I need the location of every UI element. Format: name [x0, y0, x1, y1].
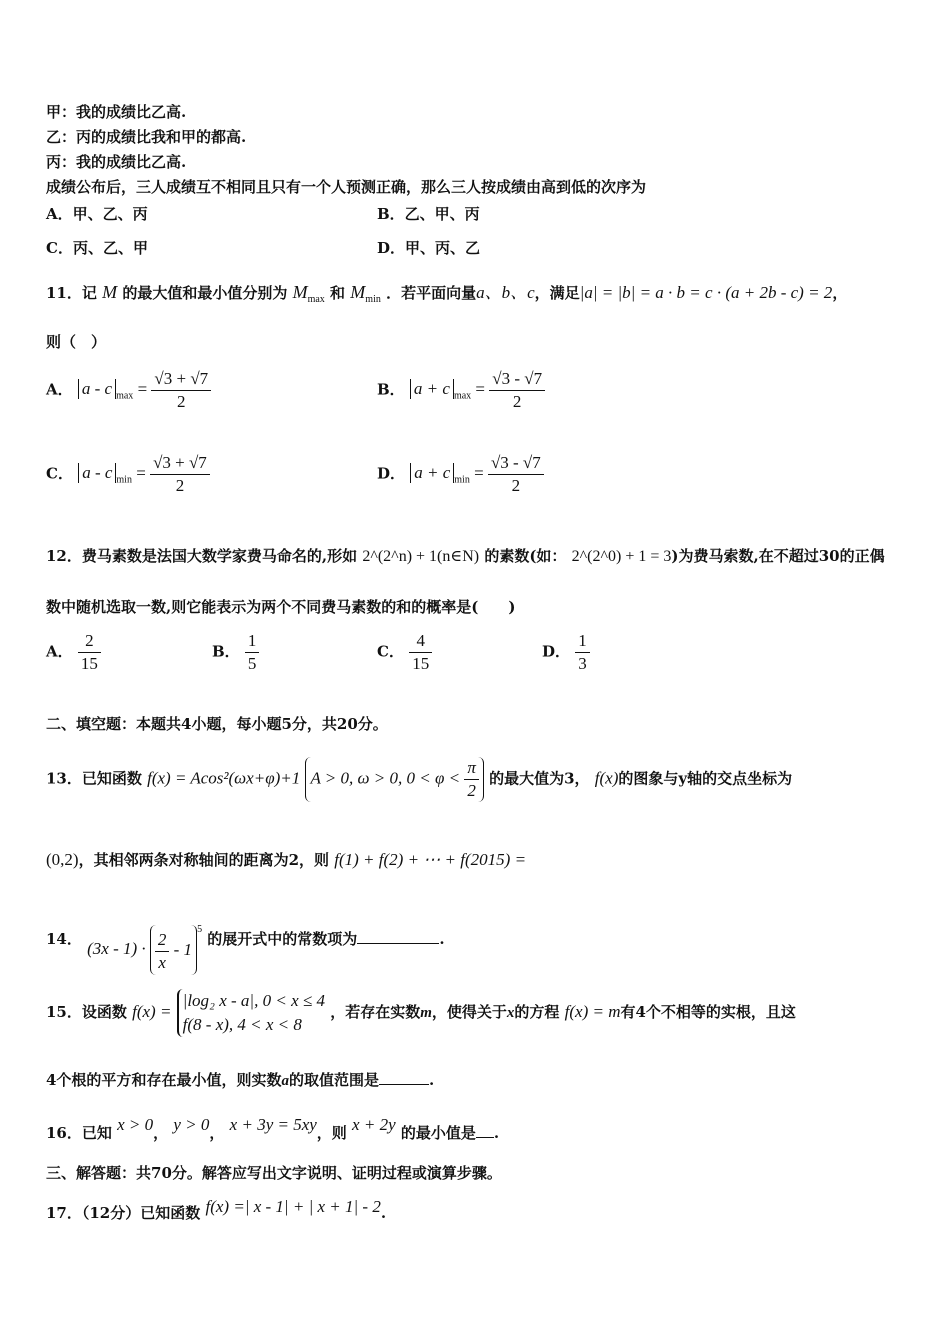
q16-expr: x + 2y	[352, 1115, 396, 1134]
q11-option-d-sub: min	[454, 474, 470, 486]
q15-text4: 有4个不相等的实根，且这	[620, 1003, 796, 1021]
q11-mmax: M	[292, 282, 308, 302]
q11-text2: ．若平面向量	[386, 284, 477, 302]
q11-then: 则（ ）	[46, 333, 107, 351]
q14-frac	[155, 929, 170, 974]
q15-answer-blank	[379, 1084, 429, 1085]
q10-option-c: C．丙、乙、甲	[46, 239, 148, 257]
q12-option-a-label: A．	[46, 642, 73, 661]
q11-option-c	[46, 452, 210, 497]
q15-stem	[46, 984, 796, 1040]
q15-line2a: 4个根的平方和存在最小值，则实数	[46, 1071, 282, 1089]
q11-option-c-expr: a - c $_{min}$ = $\frac{√3 + √7}{2}$	[78, 452, 210, 497]
q10-option-a: A．甲、乙、丙	[46, 205, 148, 223]
q15-case2: f(8 - x), 4 < x < 8	[182, 1015, 302, 1034]
q11-option-b	[377, 368, 545, 413]
q11-option-b-frac	[489, 368, 545, 413]
q11-option-a-num: √3 + √7	[154, 369, 209, 388]
q11-option-c-abs: a - c	[78, 463, 116, 483]
q13-point: (0,2)	[46, 850, 79, 869]
q11-option-a-abs: a - c	[78, 379, 116, 399]
q11-option-b-num: √3 - √7	[492, 369, 543, 388]
q13-text2: 的图象与y轴的交点坐标为	[618, 769, 793, 788]
q14-post: - 1	[173, 940, 193, 960]
q11-option-d-num: √3 - √7	[490, 453, 541, 472]
q15-case1: |log₂ x - a|, 0 < x ≤ 4	[182, 991, 325, 1010]
q12-option-d-label: D．	[542, 642, 571, 661]
q10-statement-jia: 甲：我的成绩比乙高.	[46, 103, 187, 121]
q11-option-d-frac	[488, 452, 544, 497]
q11-comma: ，	[832, 284, 848, 302]
q13-sum: f(1) + f(2) + ⋯ + f(2015) =	[334, 850, 527, 869]
q12-option-a-frac	[78, 630, 101, 675]
q11-option-d-expr: a + c $_{min}$ = $\frac{√3 - √7}{2}$	[410, 452, 544, 497]
q14-paren	[150, 925, 197, 975]
q11-option-c-label: C．	[46, 464, 73, 483]
q11-option-a-sub: max	[116, 390, 134, 402]
q12-option-b	[212, 630, 259, 675]
q15-piecewise	[177, 989, 325, 1037]
q10-statement-yi: 乙：丙的成绩比我和甲的都高.	[46, 128, 247, 146]
q13-function: f(x) = Acos²(ωx+φ)+1	[147, 768, 301, 788]
section2-heading: 二、填空题：本题共4小题，每小题5分，共20分。	[46, 715, 388, 733]
q14-exponent: 5	[197, 924, 203, 935]
q11-option-b-den: 2	[489, 390, 545, 413]
q15-m: m	[420, 1005, 432, 1021]
q10-statement-bing: 丙：我的成绩比乙高.	[46, 153, 187, 171]
q13-number: 13．已知函数	[46, 769, 142, 788]
q11-stem	[46, 282, 847, 310]
q11-option-c-den: 2	[150, 474, 210, 497]
q13-condition-wrap	[305, 757, 483, 802]
q11-option-c-num: √3 + √7	[153, 453, 207, 472]
q12-option-b-frac	[245, 630, 260, 675]
q16-number: 16．已知	[46, 1124, 112, 1142]
q14-stem	[46, 905, 445, 972]
q15-fx: f(x) =	[132, 1002, 172, 1021]
q15-line2b: 的取值范围是	[288, 1071, 379, 1089]
q16-comma1: ，	[153, 1124, 169, 1142]
q14-frac-num: 2	[157, 929, 167, 949]
q12-option-d-num: 1	[578, 631, 587, 650]
q11-option-d-den: 2	[488, 474, 544, 497]
q14-text1: 的展开式中的常数项为	[207, 930, 358, 949]
q12-option-c-label: C．	[377, 642, 404, 661]
q14-number: 14．	[46, 930, 82, 949]
q13-text1: 的最大值为3，	[489, 769, 590, 788]
q11-condition: |a| = |b| = a · b = c · (a + 2b - c) = 2	[579, 283, 833, 302]
q11-min-sub: min	[365, 294, 381, 305]
q11-option-d-abs: a + c	[410, 463, 454, 483]
q11-option-b-expr: a + c $_{max}$ = $\frac{√3 - √7}{2}$	[410, 368, 545, 413]
q12-option-d-frac	[575, 630, 590, 675]
q12-stem	[46, 546, 885, 567]
q16-cond1: x > 0	[117, 1115, 154, 1134]
q12-option-a-den: 15	[78, 652, 101, 675]
q15-a: a	[281, 1073, 289, 1089]
q10-option-b: B．乙、甲、丙	[377, 205, 480, 223]
q12-option-a	[46, 630, 101, 675]
q15-x: x	[506, 1005, 515, 1021]
q13-condition: A > 0, ω > 0, 0 < φ <	[310, 768, 461, 788]
q14-end: .	[439, 930, 445, 949]
q14-frac-den: x	[155, 951, 170, 974]
q12-option-b-label: B．	[212, 642, 240, 661]
q15-text1: ，若存在实数	[330, 1003, 421, 1021]
q12-option-a-num: 2	[85, 631, 94, 650]
q11-option-d	[377, 452, 544, 497]
q12-option-b-den: 5	[245, 652, 260, 675]
q15-number: 15．设函数	[46, 1003, 127, 1021]
q13-fx: f(x)	[594, 768, 619, 788]
q11-option-b-abs: a + c	[410, 379, 454, 399]
q11-and: 和	[330, 284, 346, 302]
q16-comma2: ，	[209, 1124, 225, 1142]
q12-option-c-num: 4	[416, 631, 425, 650]
q15-equation: f(x) = m	[564, 1002, 621, 1021]
q11-option-c-sub: min	[116, 474, 132, 486]
section3-heading: 三、解答题：共70分。解答应写出文字说明、证明过程或演算步骤。	[46, 1164, 502, 1182]
q10-option-d: D．甲、丙、乙	[377, 239, 481, 257]
q11-option-c-frac	[150, 452, 210, 497]
q11-text3: ，满足	[534, 284, 580, 302]
q12-line2: 数中随机选取一数,则它能表示为两个不同费马素数的和的概率是( )	[46, 598, 516, 616]
q16-cond2: y > 0	[173, 1115, 210, 1134]
q14-answer-blank	[357, 943, 439, 944]
q11-m: M	[102, 282, 118, 302]
q12-option-c-frac	[409, 630, 432, 675]
q11-option-a	[46, 368, 211, 413]
q15-text2: ，使得关于	[431, 1003, 507, 1021]
q15-line2	[46, 1070, 434, 1091]
q16-text2: 的最小值是	[400, 1124, 476, 1142]
q11-option-b-label: B．	[377, 380, 405, 399]
q14-pre: (3x - 1) ·	[87, 939, 146, 958]
q12-example: 2^(2^0) + 1 = 3	[571, 548, 672, 565]
q10-stem: 成绩公布后，三人成绩互不相同且只有一个人预测正确，那么三人按成绩由高到低的次序为	[46, 178, 647, 196]
q11-option-a-frac	[151, 368, 211, 413]
q12-option-c	[377, 630, 432, 675]
q11-option-a-den: 2	[151, 390, 211, 413]
q16-end: .	[493, 1124, 500, 1142]
q13-two: 2	[464, 779, 479, 802]
q12-text3: )为费马索数,在不超过30的正偶	[671, 547, 885, 565]
q17-end: .	[380, 1204, 387, 1222]
q17-stem	[46, 1192, 386, 1222]
q16-cond3: x + 3y = 5xy	[229, 1115, 317, 1134]
q13-pi-frac	[464, 757, 479, 802]
q16-stem	[46, 1108, 499, 1142]
q13-line2	[46, 850, 526, 870]
q15-end: .	[428, 1071, 435, 1089]
q12-text1: 12．费马素数是法国大数学家费马命名的,形如	[46, 547, 358, 565]
q17-function: f(x) =| x - 1| + | x + 1| - 2	[205, 1197, 381, 1216]
q11-option-d-label: D．	[377, 464, 406, 483]
q11-option-b-sub: max	[453, 390, 472, 402]
q11-number: 11．记	[46, 284, 97, 302]
q17-number: 17．（12分）已知函数	[46, 1204, 201, 1222]
q13-stem	[46, 757, 793, 800]
q11-option-a-label: A．	[46, 380, 73, 399]
q11-max-sub: max	[307, 294, 325, 305]
q12-text2: 的素数(如：	[484, 547, 567, 565]
q11-text1: 的最大值和最小值分别为	[122, 284, 288, 302]
q12-option-d	[542, 630, 590, 675]
q12-option-d-den: 3	[575, 652, 590, 675]
q12-form: 2^(2^n) + 1(n∈N)	[362, 548, 480, 565]
q11-option-a-expr: a - c $_{max}$ = $\frac{√3 + √7}{2}$	[78, 368, 211, 413]
q16-answer-blank	[476, 1137, 494, 1138]
q15-text3: 的方程	[514, 1003, 560, 1021]
q12-option-b-num: 1	[247, 631, 257, 650]
q14-expr	[87, 905, 202, 975]
q13-text3: ，其相邻两条对称轴间的距离为2，则	[78, 851, 330, 869]
q11-mmin: M	[350, 282, 366, 302]
q12-option-c-den: 15	[409, 652, 432, 675]
q11-vectors: a、b、c	[476, 283, 535, 302]
q13-pi: π	[467, 758, 476, 777]
q16-text1: ，则	[316, 1124, 347, 1142]
